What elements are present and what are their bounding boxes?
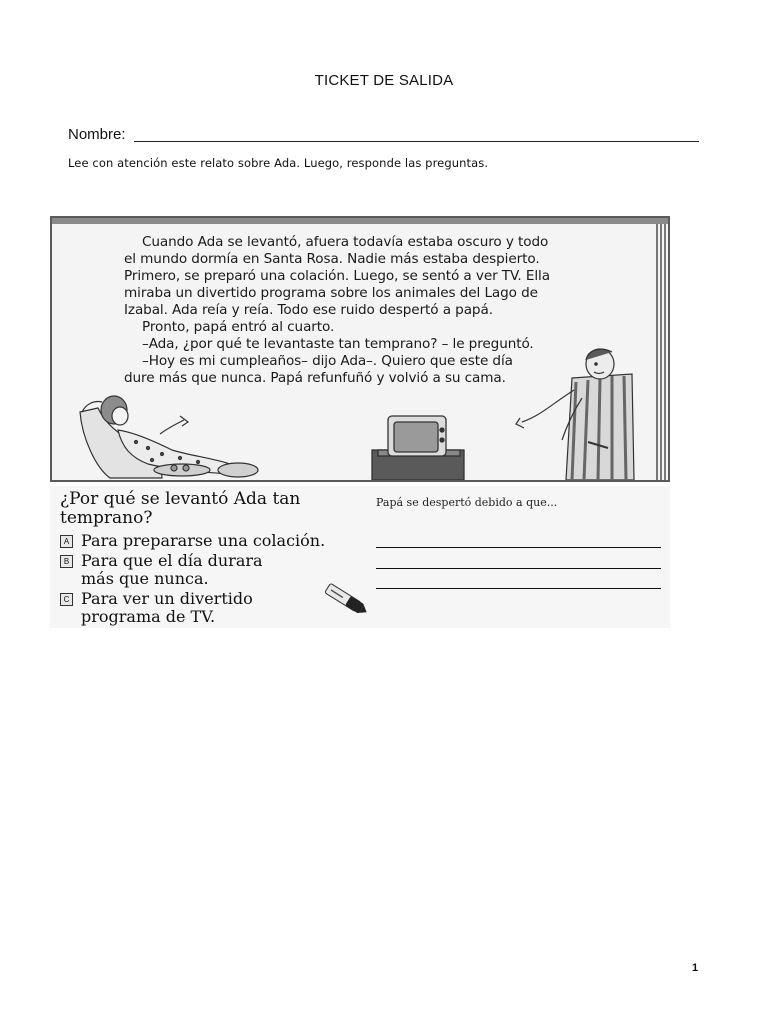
story-line: Primero, se preparó una colación. Luego, se sentó a ver TV. Ella: [124, 268, 550, 284]
story-line: el mundo dormía en Santa Rosa. Nadie más estaba despierto.: [124, 251, 540, 267]
story-line: –Hoy es mi cumpleaños– dijo Ada–. Quiero que este día: [142, 353, 513, 369]
story-line: Cuando Ada se levantó, afuera todavía estaba oscuro y todo: [142, 234, 549, 250]
page-number: 1: [692, 962, 699, 974]
question-text: ¿Por qué se levantó Ada tan temprano?: [60, 489, 301, 528]
answer-prompt: Papá se despertó debido a que...: [376, 496, 558, 509]
option-letter-box: B: [60, 555, 73, 568]
option-c[interactable]: [60, 590, 300, 626]
option-a[interactable]: [60, 532, 325, 550]
answer-line[interactable]: [376, 588, 661, 589]
page-title: TICKET DE SALIDA: [314, 72, 454, 89]
ada-illustration: [80, 396, 258, 478]
option-text: Para ver un divertido programa de TV.: [81, 589, 253, 626]
story-line: miraba un divertido programa sobre los animales del Lago de: [124, 285, 538, 301]
story-line: –Ada, ¿por qué te levantaste tan temprano? – le preguntó.: [142, 336, 534, 352]
option-text: Para prepararse una colación.: [81, 531, 326, 550]
answer-line[interactable]: [376, 547, 661, 548]
story-text: [124, 234, 624, 387]
option-letter-box: C: [60, 593, 73, 606]
name-field-line[interactable]: [134, 141, 699, 142]
marker-pen-icon: [320, 582, 372, 618]
name-label: Nombre:: [68, 126, 126, 143]
answer-section: [376, 496, 666, 509]
instructions-text: Lee con atención este relato sobre Ada. Luego, responde las preguntas.: [68, 156, 489, 170]
story-line: Izabal. Ada reía y reía. Todo ese ruido despertó a papá.: [124, 302, 493, 318]
story-panel: [50, 216, 670, 482]
tv-illustration: [372, 416, 464, 480]
story-line: dure más que nunca. Papá refunfuñó y volvió a su cama.: [124, 370, 506, 386]
question-area: [50, 486, 670, 628]
answer-line[interactable]: [376, 568, 661, 569]
option-b[interactable]: [60, 552, 300, 588]
option-letter-box: A: [60, 535, 73, 548]
story-line: Pronto, papá entró al cuarto.: [142, 319, 335, 335]
option-text: Para que el día durara más que nunca.: [81, 551, 263, 588]
